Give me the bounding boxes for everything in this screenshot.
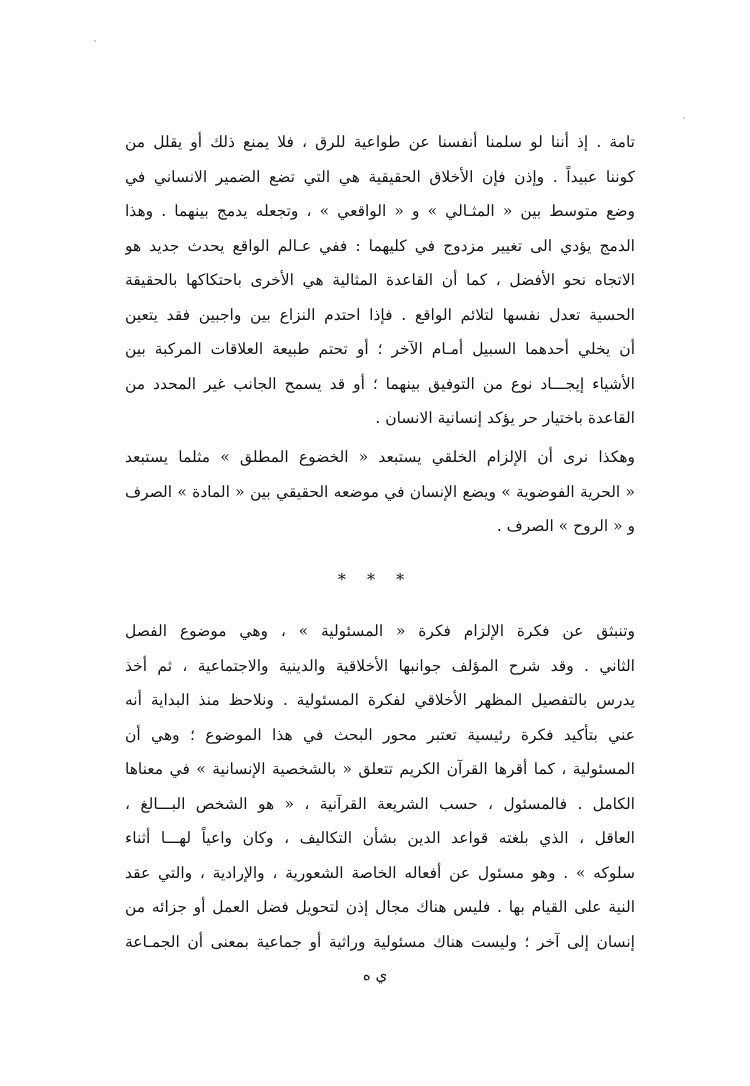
text-line: « الحرية الفوضوية » ويضع الإنسان في موضعه الحقيقي بين « المادة » الصرف: [125, 482, 635, 501]
page-number: ي ه: [362, 966, 388, 984]
text-line: وتنبثق عن فكرة الإلزام فكرة « المسئولية » ، وهي موضوع الفصل: [125, 622, 635, 640]
text-line: عني بتأكيد فكرة رئيسية تعتبر محور البحث في هذا الموضوع ؛ وهي أن: [125, 725, 635, 744]
text-line: النية على القيام بها . فليس هناك مجال إذن لتحويل فضل العمل أو جزائه من: [125, 898, 635, 916]
text-line: الحسية تعدل نفسها لتلائم الواقع . فإذا احتدم النزاع بين واجبين فقد يتعين: [125, 305, 635, 324]
text-line: الأشياء إيجـــاد نوع من التوفيق بينهما ؛ أو قد يسمح الجانب غير المحدد من: [125, 374, 635, 393]
section-separator: * * *: [337, 570, 413, 589]
text-line: المسئولية ، كما أقرها القرآن الكريم تتعلق « بالشخصية الإنسانية » في معناها: [125, 760, 635, 778]
paragraph-3: [125, 614, 635, 959]
text-line: أن يخلي أحدهما السبيل أمـام الآخر ؛ أو تحتم طبيعة العلاقات المركبة بين: [125, 340, 635, 358]
text-line: القاعدة باختيار حر يؤكد إنسانية الانسان .: [375, 409, 635, 427]
text-line: وضع متوسط بين « المثـالي » و « الواقعي » ، وتجعله يدمج بينهما . وهذا: [125, 202, 635, 220]
text-line: سلوكه » . وهو مسئول عن أفعاله الخاصة الشعورية ، والإرادية ، والتي عقد: [125, 863, 635, 882]
text-line: الثاني . وقد شرح المؤلف جوانبها الأخلاقية والدينية والاجتماعية ، ثم أخذ: [125, 656, 635, 675]
text-line: كوننا عبيداً . وإذن فإن الأخلاق الحقيقية هي التي تضع الضمير الانساني في: [125, 167, 635, 186]
text-line: تامة . إذ أننا لو سلمنا أنفسنا عن طواعية للرق ، فلا يمنع ذلك أو يقلل من: [125, 133, 635, 151]
text-line: يدرس بالتفصيل المظهر الأخلاقي لفكرة المسئولية . ونلاحظ منذ البداية أنه: [125, 691, 635, 709]
paragraph-2: [125, 440, 635, 544]
text-line: الاتجاه نحو الأفضل ، كما أن القاعدة المثالية هي الأخرى باحتكاكها بالحقيقة: [125, 271, 635, 289]
text-line: إنسان إلى آخر ؛ وليست هناك مسئولية وراثية أو جماعية بمعنى أن الجمـاعة: [125, 932, 635, 951]
text-line: الكامل . فالمسئول ، حسب الشريعة القرآنية ، « هو الشخص البـــالغ ،: [125, 794, 635, 813]
paragraph-1: [125, 125, 635, 436]
scan-speck: [683, 117, 685, 119]
scan-speck: [94, 40, 96, 42]
text-line: وهكذا نرى أن الإلزام الخلقي يستبعد « الخضوع المطلق » مثلما يستبعد: [125, 448, 635, 466]
text-line: الدمج يؤدي الى تغيير مزدوج في كليهما : ففي عـالم الواقع يحدث جديد هو: [125, 236, 635, 255]
text-line: العاقل ، الذي بلغته قواعد الدين بشأن التكاليف ، وكان واعياً لهـــا أثناء: [125, 829, 635, 847]
text-line: و « الروح » الصرف .: [496, 517, 635, 535]
